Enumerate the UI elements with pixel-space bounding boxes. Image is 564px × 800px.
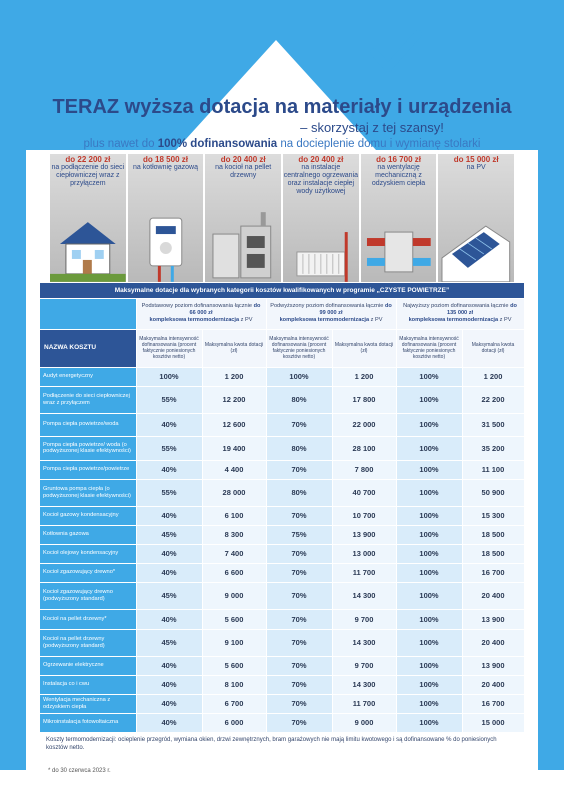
intensity-cell: 100% (396, 413, 462, 436)
amount-cell: 9 000 (202, 582, 266, 609)
intensity-cell: 100% (396, 609, 462, 629)
intensity-cell: 80% (266, 436, 332, 460)
amount-cell: 9 700 (332, 609, 396, 629)
amount-cell: 5 600 (202, 656, 266, 675)
table-banner: Maksymalne dotacje dla wybranych kategorii kosztów kwalifikowanych w programie „CZYSTE POWIETRZE” (40, 283, 524, 298)
amount-cell: 9 700 (332, 656, 396, 675)
cost-name-cell: Mikroinstalacja fotowoltaiczna (40, 713, 136, 732)
cost-name-cell: Audyt energetyczny (40, 367, 136, 386)
level-basic-header: Podstawowy poziom dofinansowania łącznie do 66 000 zł kompleksowa termomodernizacja z PV (136, 299, 266, 329)
intensity-cell: 70% (266, 609, 332, 629)
table-row (40, 713, 524, 732)
intensity-cell: 70% (266, 713, 332, 732)
cost-name-cell: Kocioł gazowy kondensacyjny (40, 506, 136, 525)
amount-header: Maksymalna kwota dotacji (zł) (462, 329, 524, 367)
amount-cell: 22 200 (462, 386, 524, 413)
ventilation-icon (361, 212, 437, 282)
amount-cell: 15 300 (462, 506, 524, 525)
tile-amount: do 16 700 zł (376, 155, 421, 164)
gas-boiler-icon (128, 212, 204, 282)
intensity-cell: 40% (136, 506, 202, 525)
subsidy-table (40, 299, 525, 733)
table-row (40, 506, 524, 525)
amount-cell: 1 200 (332, 367, 396, 386)
amount-cell: 6 100 (202, 506, 266, 525)
intensity-cell: 100% (396, 386, 462, 413)
table-row (40, 460, 524, 479)
intensity-cell: 100% (396, 675, 462, 694)
level-increased-header: Podwyższony poziom dofinansowania łącznie do 99 000 zł kompleksowa termomodernizacja z PV (266, 299, 396, 329)
amount-cell: 15 000 (462, 713, 524, 732)
tile-text: na PV (466, 164, 486, 171)
amount-cell: 18 500 (462, 525, 524, 544)
amount-cell: 6 000 (202, 713, 266, 732)
radiator-icon (283, 212, 359, 282)
amount-cell: 5 600 (202, 609, 266, 629)
amount-cell: 8 300 (202, 525, 266, 544)
tile-amount: do 15 000 zł (453, 155, 499, 164)
cost-name-cell: Instalacja co i cwu (40, 675, 136, 694)
amount-cell: 18 500 (462, 544, 524, 563)
intensity-cell: 40% (136, 563, 202, 582)
table-row (40, 525, 524, 544)
intensity-cell: 100% (396, 713, 462, 732)
table-row (40, 367, 524, 386)
cost-name-cell: Pompa ciepła powietrze/ woda (o podwyższonej klasie efektywności) (40, 436, 136, 460)
tile-amount: do 22 200 zł (65, 155, 111, 164)
amount-cell: 13 900 (462, 656, 524, 675)
tile-amount: do 20 400 zł (298, 155, 344, 164)
amount-cell: 14 300 (332, 582, 396, 609)
table-row (40, 629, 524, 656)
checkmark-icon (370, 30, 422, 74)
table-row (40, 694, 524, 713)
intensity-cell: 100% (396, 506, 462, 525)
intensity-cell: 55% (136, 479, 202, 506)
intensity-cell: 45% (136, 582, 202, 609)
intensity-cell: 100% (396, 582, 462, 609)
intensity-cell: 70% (266, 656, 332, 675)
amount-cell: 9 000 (332, 713, 396, 732)
table-level-header-row (40, 299, 524, 329)
amount-cell: 22 000 (332, 413, 396, 436)
tile-amount: do 18 500 zł (143, 155, 188, 164)
tile-text: na wentylację mechaniczną z odzyskiem ciepła (371, 164, 426, 187)
intensity-cell: 100% (396, 525, 462, 544)
cost-name-cell: Kocioł zgazowujący drewno (podwyższony standard) (40, 582, 136, 609)
intensity-cell: 100% (396, 629, 462, 656)
intensity-cell: 70% (266, 582, 332, 609)
tile-pv (438, 154, 514, 282)
intensity-cell: 40% (136, 675, 202, 694)
amount-cell: 35 200 (462, 436, 524, 460)
table-row (40, 413, 524, 436)
amount-cell: 50 900 (462, 479, 524, 506)
amount-cell: 10 700 (332, 506, 396, 525)
tile-ventilation (361, 154, 437, 282)
cost-name-cell: Kocioł zgazowujący drewno* (40, 563, 136, 582)
cost-name-cell: Kotłownia gazowa (40, 525, 136, 544)
footnote: * do 30 czerwca 2023 r. (48, 768, 111, 774)
cost-name-cell: Kocioł na pellet drzewny* (40, 609, 136, 629)
amount-cell: 16 700 (462, 694, 524, 713)
table-row (40, 386, 524, 413)
amount-cell: 6 600 (202, 563, 266, 582)
intensity-cell: 55% (136, 386, 202, 413)
amount-cell: 20 400 (462, 675, 524, 694)
intensity-cell: 100% (396, 460, 462, 479)
intensity-cell: 55% (136, 436, 202, 460)
level-highest-header: Najwyższy poziom dofinansowania łącznie do 135 000 zł kompleksowa termomodernizacja z PV (396, 299, 524, 329)
intensity-cell: 45% (136, 525, 202, 544)
intensity-cell: 70% (266, 629, 332, 656)
table-row (40, 436, 524, 460)
table-row (40, 656, 524, 675)
amount-cell: 7 400 (202, 544, 266, 563)
intensity-cell: 80% (266, 479, 332, 506)
headline-promo: plus nawet do 100% dofinansowania na docieplenie domu i wymianę stolarki (83, 138, 481, 150)
intensity-cell: 100% (396, 694, 462, 713)
intensity-cell: 100% (396, 656, 462, 675)
amount-cell: 12 600 (202, 413, 266, 436)
amount-cell: 28 100 (332, 436, 396, 460)
amount-cell: 13 900 (332, 525, 396, 544)
table-subheader-row (40, 329, 524, 367)
amount-cell: 20 400 (462, 582, 524, 609)
table-row (40, 563, 524, 582)
tile-gas-boiler-room (128, 154, 204, 282)
amount-cell: 28 000 (202, 479, 266, 506)
amount-cell: 31 500 (462, 413, 524, 436)
amount-cell: 1 200 (462, 367, 524, 386)
tile-district-heating (50, 154, 126, 282)
thermo-modernization-note: Koszty termomodernizacji: ocieplenie przegród, wymiana okien, drzwi zewnętrznych, bram garażowych nie mają limitu kwotowego i są dofinansowane % do poniesionych kosztów netto. (40, 732, 524, 758)
intensity-header: Maksymalna intensywność dofinansowania (procent faktycznie poniesionych kosztów netto) (266, 329, 332, 367)
intensity-cell: 100% (136, 367, 202, 386)
column-name-header: NAZWA KOSZTU (40, 329, 136, 367)
category-tiles (50, 154, 514, 282)
house-icon (50, 212, 126, 282)
amount-cell: 8 100 (202, 675, 266, 694)
amount-cell: 9 100 (202, 629, 266, 656)
intensity-cell: 40% (136, 460, 202, 479)
tile-text: na kocioł na pellet drzewny (215, 164, 272, 179)
intensity-cell: 70% (266, 675, 332, 694)
intensity-header: Maksymalna intensywność dofinansowania (procent faktycznie poniesionych kosztów netto) (396, 329, 462, 367)
cost-name-cell: Pompa ciepła powietrze/powietrze (40, 460, 136, 479)
intensity-cell: 40% (136, 713, 202, 732)
table-row (40, 544, 524, 563)
intensity-cell: 70% (266, 563, 332, 582)
intensity-cell: 70% (266, 544, 332, 563)
amount-cell: 7 800 (332, 460, 396, 479)
amount-cell: 14 300 (332, 629, 396, 656)
amount-cell: 4 400 (202, 460, 266, 479)
amount-cell: 1 200 (202, 367, 266, 386)
intensity-cell: 40% (136, 544, 202, 563)
amount-header: Maksymalna kwota dotacji (zł) (332, 329, 396, 367)
solar-panel-icon (438, 212, 514, 282)
amount-header: Maksymalna kwota dotacji (zł) (202, 329, 266, 367)
cost-name-cell: Pompa ciepła powietrze/woda (40, 413, 136, 436)
amount-cell: 13 000 (332, 544, 396, 563)
headline-subtitle: – skorzystaj z tej szansy! (300, 120, 444, 135)
intensity-cell: 100% (396, 563, 462, 582)
tile-amount: do 20 400 zł (220, 155, 266, 164)
cost-name-cell: Kocioł na pellet drzewny (podwyższony standard) (40, 629, 136, 656)
amount-cell: 20 400 (462, 629, 524, 656)
pellet-boiler-icon (205, 212, 281, 282)
amount-cell: 17 800 (332, 386, 396, 413)
amount-cell: 12 200 (202, 386, 266, 413)
cost-name-cell: Kocioł olejowy kondensacyjny (40, 544, 136, 563)
cost-name-cell: Wentylacja mechaniczna z odzyskiem ciepła (40, 694, 136, 713)
intensity-cell: 40% (136, 609, 202, 629)
amount-cell: 11 700 (332, 694, 396, 713)
intensity-cell: 70% (266, 413, 332, 436)
amount-cell: 11 100 (462, 460, 524, 479)
table-row (40, 675, 524, 694)
amount-cell: 6 700 (202, 694, 266, 713)
amount-cell: 13 900 (462, 609, 524, 629)
intensity-cell: 75% (266, 525, 332, 544)
amount-cell: 19 400 (202, 436, 266, 460)
intensity-cell: 40% (136, 413, 202, 436)
tile-text: na instalacje centralnego ogrzewania oraz instalacje ciepłej wody użytkowej (283, 164, 359, 195)
headline-title: TERAZ wyższa dotacja na materiały i urządzenia (52, 96, 512, 118)
table-row (40, 609, 524, 629)
intensity-cell: 70% (266, 460, 332, 479)
intensity-cell: 100% (266, 367, 332, 386)
amount-cell: 40 700 (332, 479, 396, 506)
intensity-cell: 40% (136, 656, 202, 675)
tile-pellet-boiler (205, 154, 281, 282)
table-body (40, 367, 524, 732)
intensity-cell: 70% (266, 694, 332, 713)
cost-name-cell: Podłączenie do sieci ciepłowniczej wraz z przyłączem (40, 386, 136, 413)
cost-name-cell: Gruntowa pompa ciepła (o podwyższonej klasie efektywności) (40, 479, 136, 506)
tile-text: na kotłownię gazową (133, 164, 198, 171)
intensity-cell: 80% (266, 386, 332, 413)
cost-name-cell: Ogrzewanie elektryczne (40, 656, 136, 675)
table-row (40, 582, 524, 609)
intensity-header: Maksymalna intensywność dofinansowania (procent faktycznie poniesionych kosztów netto) (136, 329, 202, 367)
amount-cell: 11 700 (332, 563, 396, 582)
amount-cell: 16 700 (462, 563, 524, 582)
intensity-cell: 100% (396, 367, 462, 386)
intensity-cell: 100% (396, 479, 462, 506)
tile-central-heating (283, 154, 359, 282)
tile-text: na podłączenie do sieci ciepłowniczej wraz z przyłączem (51, 164, 125, 187)
intensity-cell: 40% (136, 694, 202, 713)
intensity-cell: 45% (136, 629, 202, 656)
intensity-cell: 70% (266, 506, 332, 525)
table-row (40, 479, 524, 506)
intensity-cell: 100% (396, 436, 462, 460)
intensity-cell: 100% (396, 544, 462, 563)
amount-cell: 14 300 (332, 675, 396, 694)
